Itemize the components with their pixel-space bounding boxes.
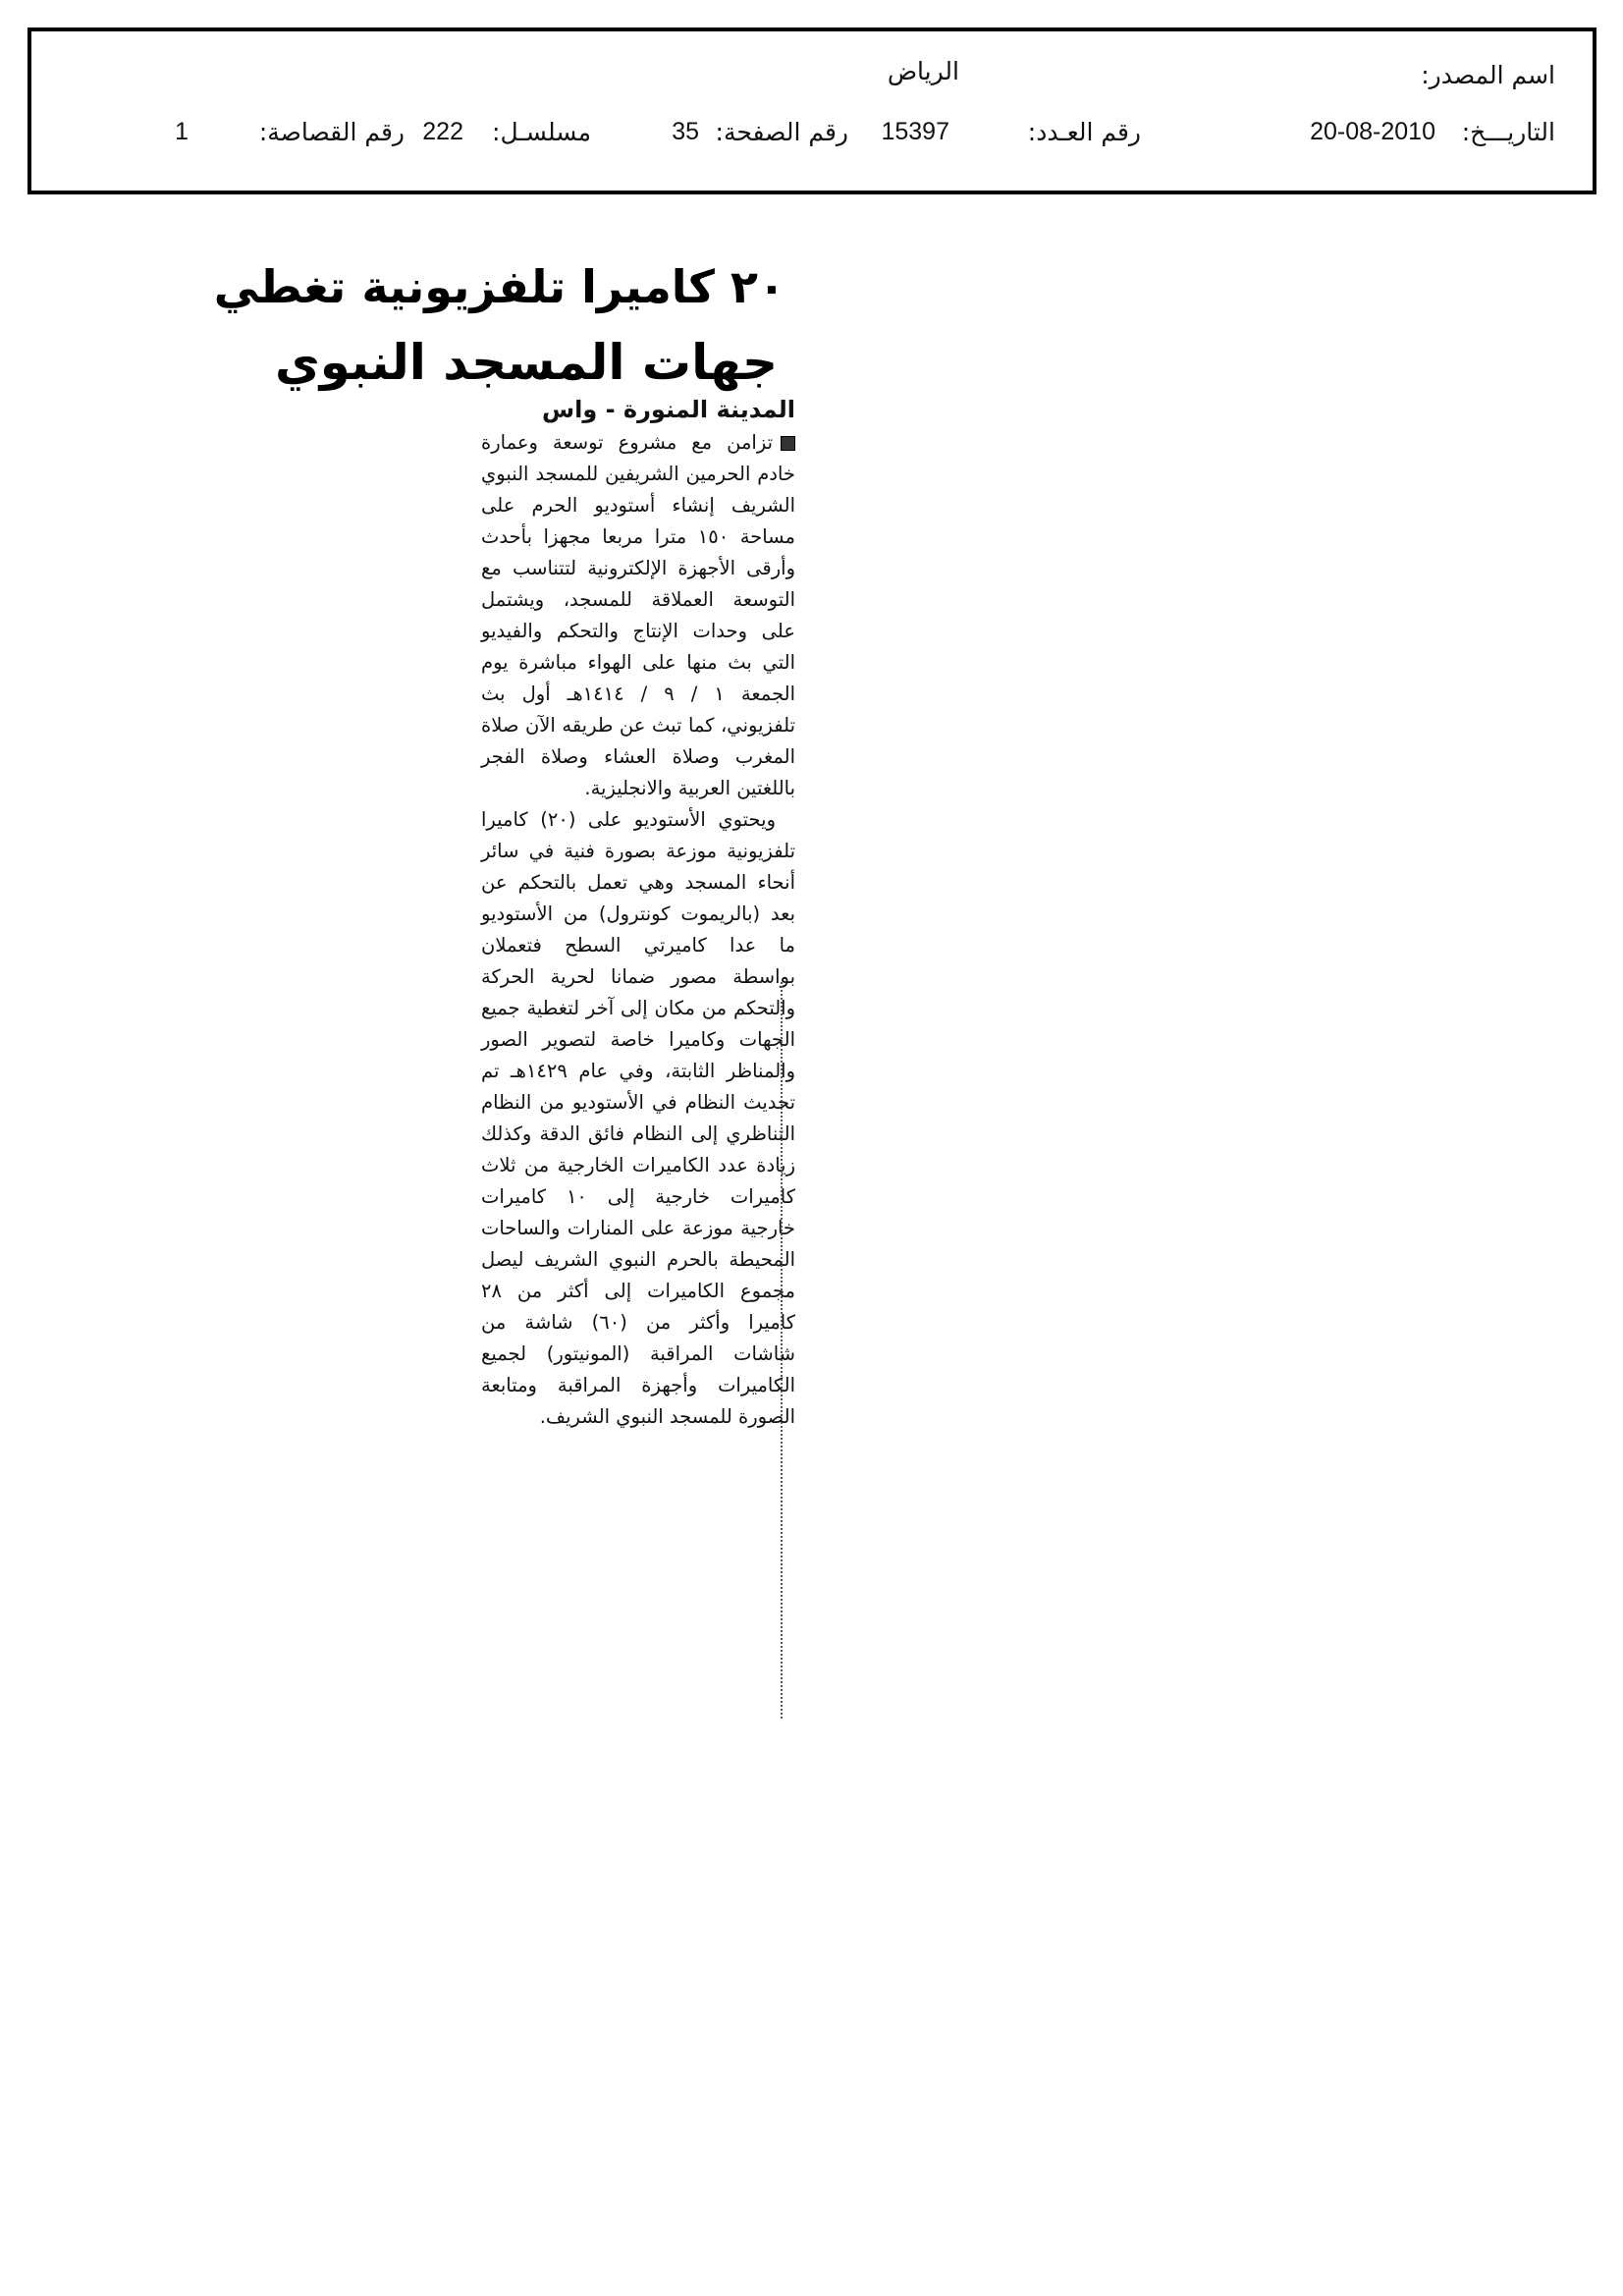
- square-bullet-icon: [781, 436, 795, 451]
- paragraph-2: ويحتوي الأستوديو على (٢٠) كاميرا تلفزيونية موزعة بصورة فنية في سائر أنحاء المسجد وهي تعمل بالتحكم عن بعد (بالريموت كونترول) من الأستوديو ما عدا كاميرتي السطح فتعملان بواسطة مصور ضمانا لحرية الحركة والتحكم من مكان إلى آخر لتغطية جميع الجهات وكاميرا خاصة لتصوير الصور والمناظر الثابتة، وفي عام ١٤٢٩هـ تم تحديث النظام في الأستوديو من النظام التناظري إلى النظام فائق الدقة وكذلك زيادة عدد الكاميرات الخارجية من ثلاث كاميرات خارجية إلى ١٠ كاميرات خارجية موزعة على المنارات والساحات المحيطة بالحرم النبوي الشريف ليصل مجموع الكاميرات إلى أكثر من ٢٨ كاميرا وأكثر من (٦٠) شاشة من شاشات المراقبة (المونيتور) لجميع الكاميرات وأجهزة المراقبة ومتابعة الصورة للمسجد النبوي الشريف.: [481, 808, 795, 1428]
- paragraph-1-text: تزامن مع مشروع توسعة وعمارة خادم الحرمين الشريفين للمسجد النبوي الشريف إنشاء أستوديو الحرم على مساحة ١٥٠ مترا مربعا مجهزا بأحدث وأرقى الأجهزة الإلكترونية لتتناسب مع التوسعة العملاقة للمسجد، ويشتمل على وحدات الإنتاج والتحكم والفيديو التي بث منها على الهواء مباشرة يوم الجمعة ١ / ٩ / ١٤١٤هـ أول بث تلفزيوني، كما تبث عن طريقه الآن صلاة المغرب وصلاة العشاء وصلاة الفجر باللغتين العربية والانجليزية.: [481, 431, 796, 799]
- issue-value: 15397: [881, 118, 949, 145]
- serial-label: مسلسـل:: [492, 118, 591, 146]
- headline-line-1: ٢٠ كاميرا تلفزيونية تغطي: [213, 260, 785, 313]
- date-value: 20-08-2010: [1310, 118, 1435, 145]
- source-label: اسم المصدر:: [1421, 61, 1555, 89]
- dateline: المدينة المنورة - واس: [542, 396, 795, 423]
- headline-line-2: جهات المسجد النبوي: [274, 334, 778, 391]
- page-label: رقم الصفحة:: [715, 118, 848, 146]
- clipping-label: رقم القصاصة:: [258, 118, 405, 146]
- article-body: [481, 427, 795, 1433]
- paragraph-1: [481, 427, 795, 804]
- source-value: الرياض: [887, 57, 959, 85]
- clipping-header-box: [27, 27, 1596, 194]
- column-divider: [781, 982, 783, 1719]
- clipping-value: 1: [175, 118, 189, 145]
- date-label: التاريـــخ:: [1461, 118, 1555, 146]
- issue-label: رقم العـدد:: [1027, 118, 1141, 146]
- serial-value: 222: [422, 118, 463, 145]
- page-value: 35: [672, 118, 699, 145]
